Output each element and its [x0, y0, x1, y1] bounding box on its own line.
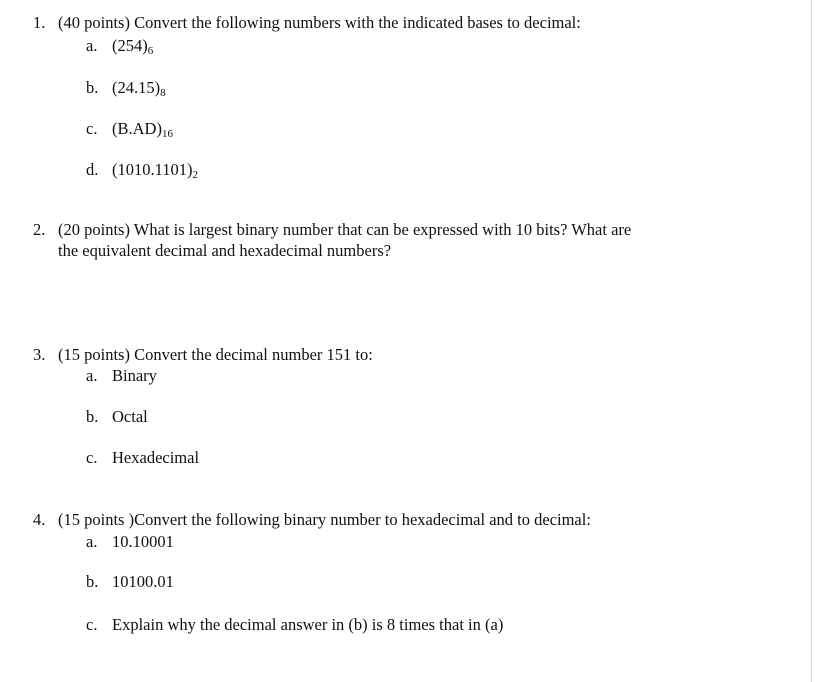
item-letter: b.	[86, 407, 99, 426]
item-value: $(254)_6$	[112, 36, 154, 57]
item-value: $(B.AD)_{16}$	[112, 119, 173, 140]
base-subscript: 16	[161, 128, 173, 140]
base-subscript: 6	[147, 45, 154, 57]
page-right-edge	[811, 0, 812, 682]
base-subscript: 8	[160, 87, 166, 99]
item-value: Binary	[112, 366, 157, 385]
item-value: $(24.15)_8$	[112, 78, 166, 99]
question-text: (15 points )Convert the following binary number to hexadecimal and to decimal:	[58, 510, 591, 529]
question-text-continued: the equivalent decimal and hexadecimal numbers?	[58, 241, 392, 260]
base-subscript: 2	[192, 169, 199, 181]
question-text: (20 points) What is largest binary number that can be expressed with 10 bits? What are	[58, 220, 632, 239]
item-letter: c.	[86, 615, 98, 634]
item-value: 10.10001	[112, 532, 174, 551]
item-value: $(1010.1101)_2$	[112, 160, 199, 181]
item-letter: a.	[86, 366, 98, 385]
item-letter: c.	[86, 119, 98, 138]
question-text: (40 points) Convert the following numbers with the indicated bases to decimal:	[58, 13, 581, 32]
question-number: 2.	[33, 220, 46, 239]
item-letter: a.	[86, 532, 98, 551]
question-text: (15 points) Convert the decimal number 151 to:	[58, 345, 373, 364]
question-number: 3.	[33, 345, 46, 364]
item-value: Hexadecimal	[112, 448, 200, 467]
item-value: 10100.01	[112, 572, 174, 591]
item-value: Explain why the decimal answer in (b) is 8 times that in (a)	[112, 615, 504, 634]
question-number: 1.	[33, 13, 46, 32]
item-letter: d.	[86, 160, 99, 179]
item-letter: c.	[86, 448, 98, 467]
item-letter: b.	[86, 78, 99, 97]
question-number: 4.	[33, 510, 46, 529]
item-letter: b.	[86, 572, 99, 591]
item-value: Octal	[112, 407, 148, 426]
item-letter: a.	[86, 36, 98, 55]
